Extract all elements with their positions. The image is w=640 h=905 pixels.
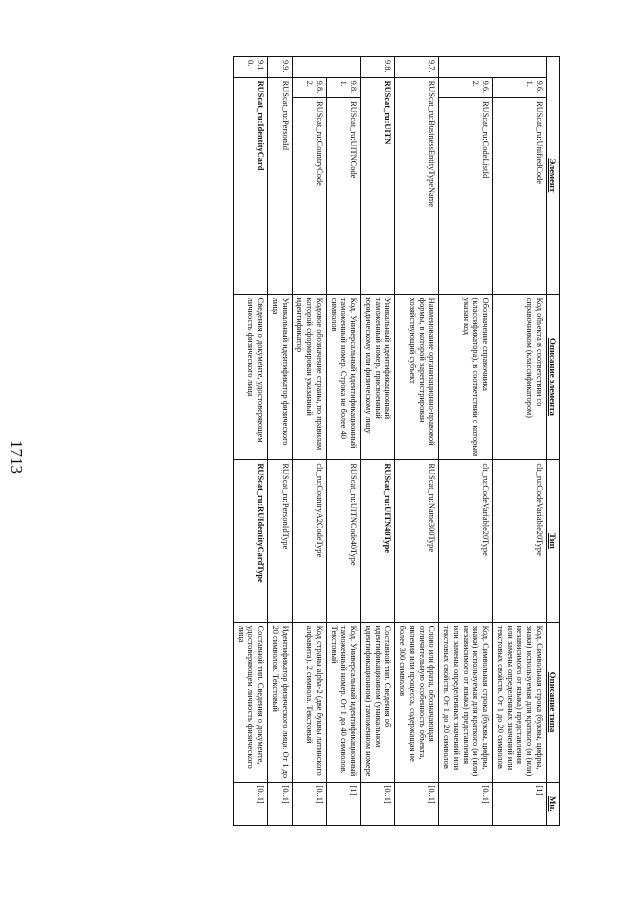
page-number: 1713 [7, 440, 26, 474]
row-element: RUScat_ru:IdentityCard [233, 77, 267, 294]
parent-spacer [292, 57, 361, 78]
row-multiplicity: [0..1] [233, 782, 267, 825]
row-description: Код. Универсальный идентификационный таможенный номер. Строка не более 40 символов [326, 294, 360, 460]
row-element: RUScat_ru:CodeListId [439, 98, 493, 295]
row-type-description: Код. Символьная строка (буквы, цифры, знаки) используемая для краткого (и (или) независимого от языка) представления или замены определенных значений или текстовых свойств. От 1 до 20 символов [493, 622, 547, 782]
row-type-description: Код страны alpha-2 (две буквы латинского алфавита). 2 символа. Текстовый [292, 622, 326, 782]
row-element: RUScat_ru:UITNCode [326, 98, 360, 295]
parent-spacer [439, 57, 547, 78]
row-number: 9.8.1. [326, 77, 360, 98]
row-type: RUScat_ru:RUIdentityCardType [233, 460, 267, 622]
row-type-description: Код. Символьная строка (буквы, цифры, знаки) используемая для краткого (и (или) независимого от языка) представления или замены определенных значений или текстовых свойств. От 1 до 20 символов [439, 622, 493, 782]
table-row [292, 57, 326, 826]
row-number: 9.10. [233, 57, 267, 78]
row-type: clt_ru:CountryA2CodeType [292, 460, 326, 622]
row-type-description: Идентификатор физического лица. От 1 до 20 символов. Текстовый [268, 622, 293, 782]
row-element: RUScat_ru:UITN [361, 77, 395, 294]
row-type-description: Код. Универсальный идентификационный таможенный номер. От 1 до 40 символов. Текстовый [326, 622, 360, 782]
element-table [233, 56, 560, 826]
row-description: Наименование организационно-правовой формы, в которой зарегистрирован хозяйствующий субъект [395, 294, 439, 460]
table-row [395, 57, 439, 826]
table-row [361, 57, 395, 826]
row-number: 9.8.2. [292, 77, 326, 98]
row-type: RUScat_ru:UITN40Type [361, 460, 395, 622]
table-row [268, 57, 293, 826]
table-row [326, 57, 360, 826]
row-type: clt_ru:CodeVariable20Type [439, 460, 493, 622]
row-element: RUScat_ru:PersonId [268, 77, 293, 294]
row-number: 9.6.2. [439, 77, 493, 98]
row-number: 9.7. [395, 57, 439, 78]
row-multiplicity: [0..1] [361, 782, 395, 825]
row-multiplicity: [0..1] [439, 782, 493, 825]
row-element: RUScat_ru:UnifiedCode [493, 98, 547, 295]
row-type: clt_ru:CodeVariable20Type [493, 460, 547, 622]
row-type: RUScat_ru:UITNCode40Type [326, 460, 360, 622]
row-description: Сведения о документе, удостоверяющем личность физического лица [233, 294, 267, 460]
row-description: Обозначение справочника (классификатора), в соответствии с которым указан код [439, 294, 493, 460]
row-type-description: Составной тип. Сведения об идентификационном (уникальном идентификационном) таможенном номере [361, 622, 395, 782]
row-description: Уникальный идентификационный таможенный номер, присвоенный юридическому или физическому лицу [361, 294, 395, 460]
row-description: Код объекта в соответствии со справочником (классификатором) [493, 294, 547, 460]
row-type-description: Слово или фраза, обозначающая отличительную особенность объекта, явления или процесса, содержащая не более 300 символов [395, 622, 439, 782]
row-number: 9.6.1. [493, 77, 547, 98]
row-type-description: Составной тип. Сведения о документе, удостоверяющем личность физического лица [233, 622, 267, 782]
row-multiplicity: [0..1] [395, 782, 439, 825]
row-multiplicity: [0..1] [292, 782, 326, 825]
table-row [439, 57, 493, 826]
row-description: Кодовое обозначение страны, по правилам которой сформирован указанный идентификатор [292, 294, 326, 460]
row-multiplicity: [1] [493, 782, 547, 825]
row-description: Уникальный идентификатор физического лица [268, 294, 293, 460]
header-type: Тип [546, 460, 559, 622]
table-row [493, 57, 547, 826]
row-type: RUScat_ru:Name300Type [395, 460, 439, 622]
row-multiplicity: [1] [326, 782, 360, 825]
header-row [546, 57, 559, 826]
row-number: 9.9. [268, 57, 293, 78]
row-number: 9.8. [361, 57, 395, 78]
row-element: RUScat_ru:CountryCode [292, 98, 326, 295]
row-element: RUScat_ru:BusinessEntityTypeName [395, 77, 439, 294]
table-row [233, 57, 267, 826]
row-multiplicity: [0..1] [268, 782, 293, 825]
row-type: RUScat_ru:PersonIdType [268, 460, 293, 622]
header-description: Описание элемента [546, 294, 559, 460]
header-type-description: Описание типа [546, 622, 559, 782]
header-multiplicity: Мн. [546, 782, 559, 825]
header-element: Элемент [546, 57, 559, 295]
